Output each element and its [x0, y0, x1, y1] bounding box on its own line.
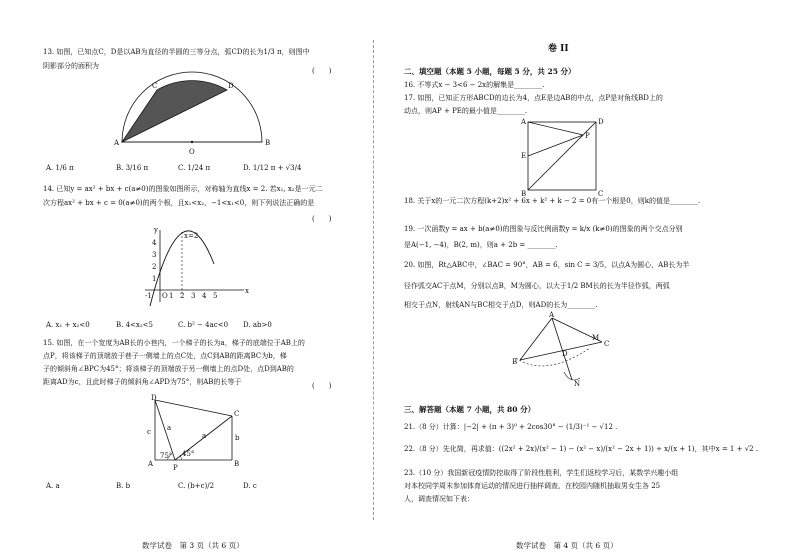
q23-line1: 23.（10 分）我国新冠疫情防控取得了阶段性胜利，学生们返校学习后，某数学兴趣小组: [404, 469, 679, 477]
q15-label-45: 45°: [182, 450, 195, 458]
q14-line1: 14. 已知y = ax² + bx + c(a≠0)的图象如图所示，对称轴为直线x = 2. 若x₁, x₂是一元二: [43, 185, 323, 193]
q15-label-75: 75°: [160, 452, 173, 460]
line-dc: [155, 400, 232, 416]
q15-paren: ( ): [312, 382, 332, 390]
q13-option-a: A. 1/6 π: [46, 164, 74, 172]
q20-label-n: N: [574, 380, 581, 388]
q14-label-y: y: [154, 226, 158, 234]
q13-option-c: C. 1/24 π: [178, 164, 211, 172]
q17-label-d: D: [598, 118, 604, 126]
q23-line3: 人，调查情况如下表：: [404, 495, 474, 503]
section3-heading: 三、解答题（本题 7 小题，共 80 分）: [404, 405, 536, 414]
q20-label-m: M: [592, 334, 600, 342]
q14-ytick-3: 3: [152, 251, 157, 259]
q14-line2: 次方程ax² + bx + c = 0(a≠0)的两个根，且x₁<x₂，−1<x₁<0，则下列说法正确的是: [43, 199, 315, 207]
q19-line2: 是A(−1, −4)，B(2, m)，则a + 2b = ________.: [404, 241, 558, 249]
right-footer: 数学试卷 第 4 页（共 6 页）: [516, 541, 618, 550]
q13-label-b: B: [265, 139, 271, 147]
left-footer: 数学试卷 第 3 页（共 6 页）: [142, 541, 244, 550]
q15-option-a: A. a: [46, 482, 60, 490]
q14-ytick-4: 4: [152, 239, 157, 247]
q23-line2: 对本校同学周末参加体育运动的情况进行抽样调查，在校园内随机抽取男女生各 25: [404, 482, 661, 490]
section2-heading: 二、填空题（本题 5 小题，每题 5 分，共 25 分）: [404, 67, 576, 76]
q17-label-c: C: [598, 190, 604, 198]
q16: 16. 不等式x − 3<6 − 2x的解集是________.: [404, 81, 545, 89]
center-point: [191, 141, 193, 143]
q14-ytick-1: 1: [152, 275, 157, 283]
q15-line2: 点P，将该梯子的顶端放于巷子一侧墙上的点C处，点C到AB的距离BC为b，梯: [43, 352, 287, 360]
q14-xtick-1: 1: [169, 292, 174, 300]
q15-label-c-side: c: [147, 428, 151, 436]
segment-pe: [528, 135, 583, 156]
q20-line2: 径作弧交AC于点M，分别以点B，M为圆心，以大于1/2 BM长的长为半径作弧，两弧: [404, 282, 670, 290]
q15-figure: [140, 392, 250, 472]
q14-xtick-3: 3: [191, 292, 196, 300]
q17-label-e: E: [521, 152, 527, 160]
q22: 22.（8 分）先化简，再求值：((2x² + 2x)/(x² − 1) − (x² − x)/(x² − 2x + 1)) ÷ x/(x + 1)，其中x = 1 + √2 .: [404, 445, 759, 453]
q14-xtick-neg1: -1: [145, 292, 152, 300]
q20-label-c: C: [604, 340, 610, 348]
q14-xtick-4: 4: [202, 292, 207, 300]
q15-label-d: D: [151, 394, 157, 402]
q21: 21.（8 分）计算：|−2| + (π + 3)⁰ + 2cos30° − (1/3)⁻¹ − √12 .: [404, 423, 618, 431]
shaded-region: [122, 81, 227, 142]
q20-line1: 20. 如图，Rt△ABC中，∠BAC = 90°，AB = 6，sin C = 3/5，以点A为圆心，AB长为半: [404, 261, 690, 269]
q14-figure: [140, 226, 250, 306]
q15-label-p: P: [173, 464, 178, 472]
q13-line2: 阴影部分的面积为: [43, 62, 99, 70]
q17-label-b: B: [521, 190, 527, 198]
q13-line1: 13. 如图，已知点C，D是以AB为直径的半圆的三等分点，弧CD的长为1/3 π，则图中: [43, 48, 310, 56]
q14-label-x: x: [245, 287, 249, 295]
q15-option-c: C. (b+c)/2: [178, 482, 215, 490]
q17-label-p: P: [585, 132, 590, 140]
q14-option-c: C. b² − 4ac<0: [178, 321, 229, 329]
q14-xtick-5: 5: [213, 292, 218, 300]
q17-figure: [520, 116, 610, 196]
q20-line3: 相交于点N，射线AN与BC相交于点D，则AD的长为________.: [404, 301, 598, 309]
volume-title: 卷 II: [548, 44, 569, 54]
q14-option-a: A. x₁ + x₂<0: [46, 321, 90, 329]
q15-label-b: B: [234, 460, 240, 468]
q15-line3: 子的倾斜角∠BPC为45°；将该梯子的顶端放于另一侧墙上的点D处，点D到AB的: [43, 365, 294, 373]
q15-label-a-right: a: [202, 432, 207, 440]
right-page: [398, 0, 794, 560]
q17-line1: 17. 如图，已知正方形ABCD的边长为4，点E是边AB的中点，点P是对角线BD上的: [404, 94, 663, 102]
q15-line1: 15. 如图，在一个宽度为AB长的小巷内，一个梯子的长为a，梯子的底端位于AB上的: [43, 339, 305, 347]
q18: 18. 关于x的一元二次方程(k+2)x² + 6x + k² + k − 2 = 0有一个根是0，则k的值是________.: [404, 197, 701, 205]
q13-label-c: C: [152, 82, 158, 90]
q20-label-d: D: [562, 350, 568, 358]
q13-option-b: B. 3/16 π: [116, 164, 149, 172]
left-page: [0, 0, 396, 560]
q13-label-o: O: [189, 148, 195, 156]
q15-label-a: A: [148, 460, 154, 468]
q13-label-a: A: [114, 139, 120, 147]
q14-label-o: O: [162, 292, 168, 300]
q20-label-b: B: [512, 358, 518, 366]
q13-figure: [110, 80, 270, 160]
q15-line4: 距离AD为c，且此时梯子的倾斜角∠APD为75°，则AB的长等于: [43, 378, 242, 386]
q15-option-b: B. b: [116, 482, 131, 490]
q15-option-d: D. c: [243, 482, 257, 490]
q14-ytick-2: 2: [152, 263, 157, 271]
segment-ap: [528, 122, 583, 135]
q15-label-b-side: b: [235, 434, 240, 442]
q19-line1: 19. 一次函数y = ax + b(a≠0)的图象与反比例函数y = k/x (k≠0)的图象的两个交点分别: [404, 225, 683, 233]
q14-paren: ( ): [312, 215, 332, 223]
q20-label-a: A: [549, 311, 555, 319]
q13-option-d: D. 1/12 π + √3/4: [243, 164, 302, 172]
q15-label-a-left: a: [167, 424, 172, 432]
q17-label-a: A: [521, 118, 527, 126]
q15-label-c: C: [234, 410, 240, 418]
q14-option-b: B. 4<x₂<5: [116, 321, 153, 329]
q14-option-d: D. ab>0: [243, 321, 272, 329]
q14-label-x2: x=2: [184, 232, 199, 240]
q13-label-d: D: [228, 82, 234, 90]
q14-xtick-2: 2: [180, 292, 185, 300]
q13-paren: ( ): [312, 67, 332, 75]
q20-figure: [510, 312, 620, 392]
q17-line2: 动点，则AP + PE的最小值是________.: [404, 107, 528, 115]
ladder-pd: [155, 400, 175, 460]
